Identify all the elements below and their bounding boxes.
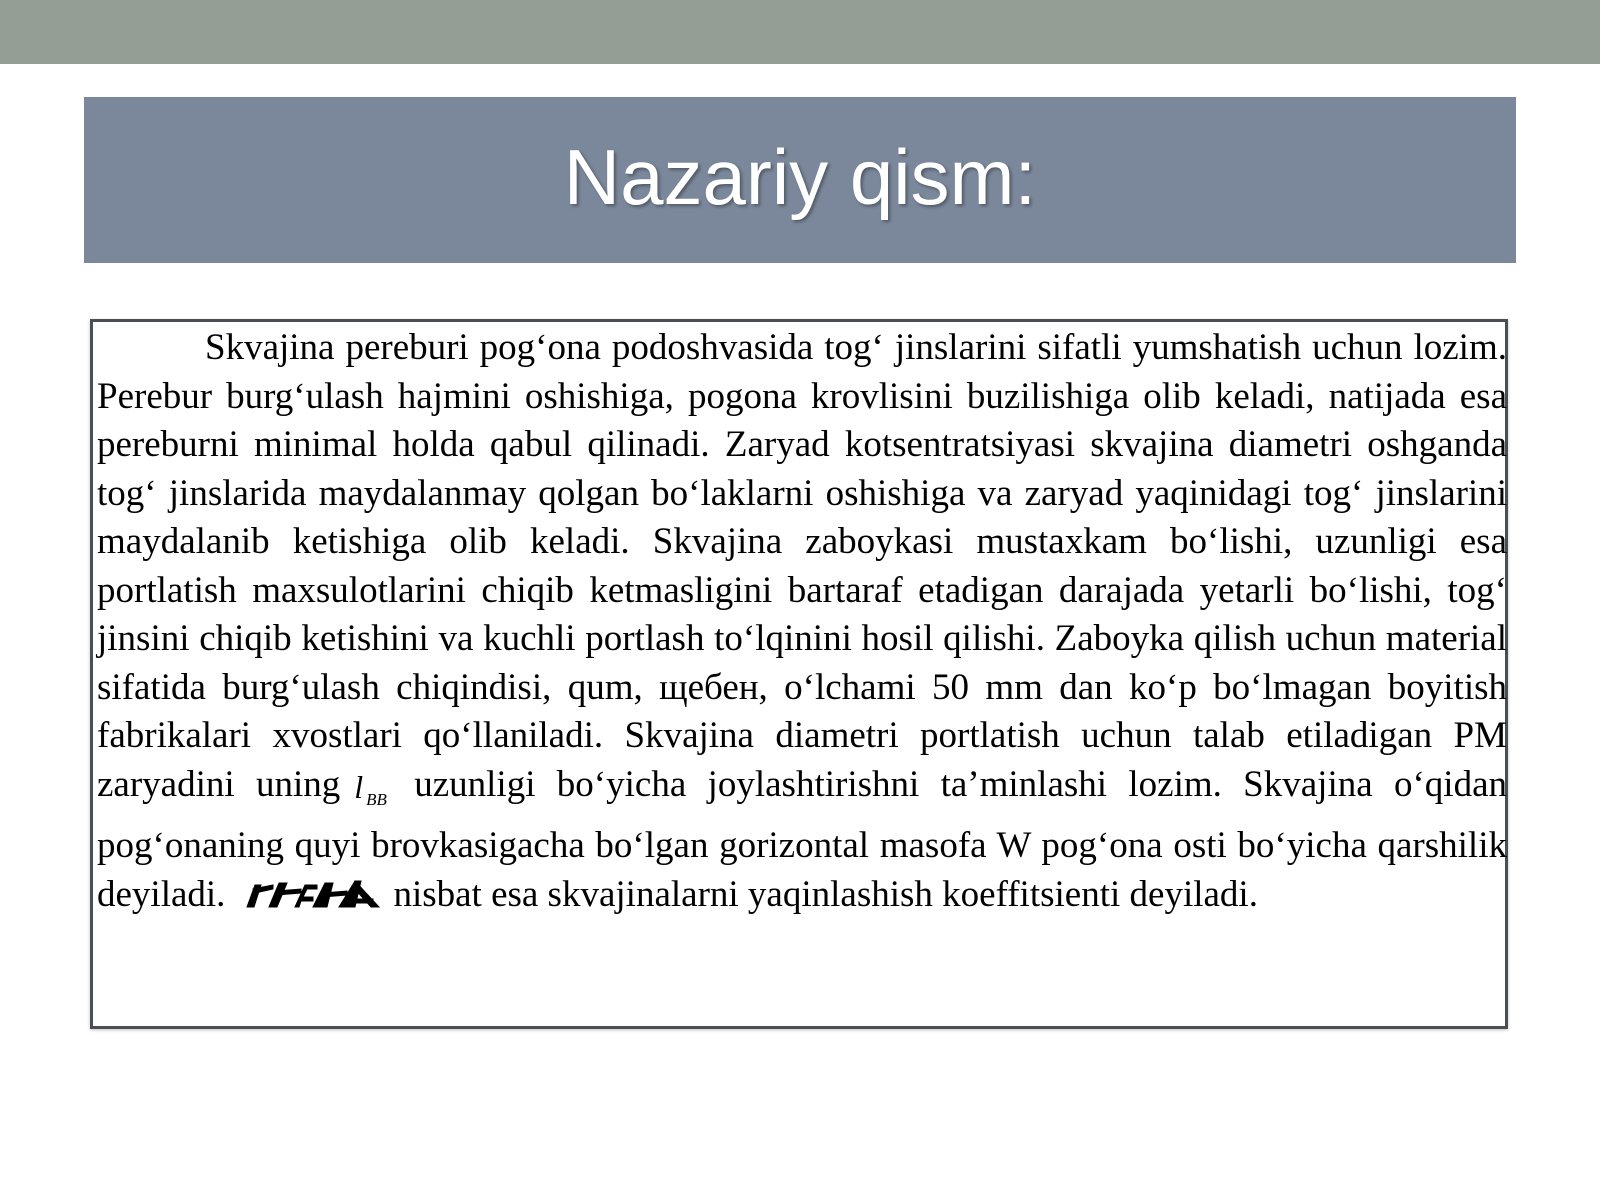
body-text-part-3: nisbat esa skvajinalarni yaqinlashish koeffitsienti deyiladi. — [393, 873, 1258, 915]
top-decor-band — [0, 0, 1600, 64]
body-paragraph — [97, 324, 1507, 919]
formula-ratio-image — [243, 879, 383, 909]
variable-letter: l — [354, 768, 364, 805]
variable-l-bb — [340, 768, 393, 809]
content-text-box — [90, 319, 1508, 1029]
variable-subscript: BB — [366, 789, 387, 809]
title-bar — [84, 97, 1516, 263]
body-text-part-1: Skvajina pereburi pog‘ona podoshvasida tog‘ jinslarini sifatli yumshatish uchun lozim. Perebur burg‘ulash hajmini oshishiga, pogona krovlisini buzilishiga olib keladi, natijada esa pereburni minimal holda qabul qilinadi. Zaryad kotsentratsiyasi skvajina diametri oshganda tog‘ jinslarida maydalanmay qolgan bo‘laklarni oshishiga va zaryad yaqinidagi tog‘ jinslarini maydalanib ketishiga olib keladi. Skvajina zaboykasi mustaxkam bo‘lishi, uzunligi esa portlatish maxsulotlarini chiqib ketmasligini bartaraf etadigan darajada yetarli bo‘lishi, tog‘ jinsini chiqib ketishini va kuchli portlash to‘lqinini hosil qilishi. Zaboyka qilish uchun material sifatida burg‘ulash chiqindisi, qum, щебен, o‘lchami 50 mm dan ko‘p bo‘lmagan boyitish fabrikalari xvostlari qo‘llaniladi. Skvajina diametri portlatish uchun talab etiladigan PM zaryadini uning — [97, 327, 1507, 805]
slide-title: Nazariy qism: — [563, 132, 1037, 221]
body-text-part-2: uzunligi bo‘yicha joylashtirishni ta’minlashi lozim. Skvajina o‘qidan pog‘onaning quyi brovkasigacha bo‘lgan gorizontal masofa W pog‘ona osti bo‘yicha qarshilik deyiladi. — [97, 763, 1507, 915]
